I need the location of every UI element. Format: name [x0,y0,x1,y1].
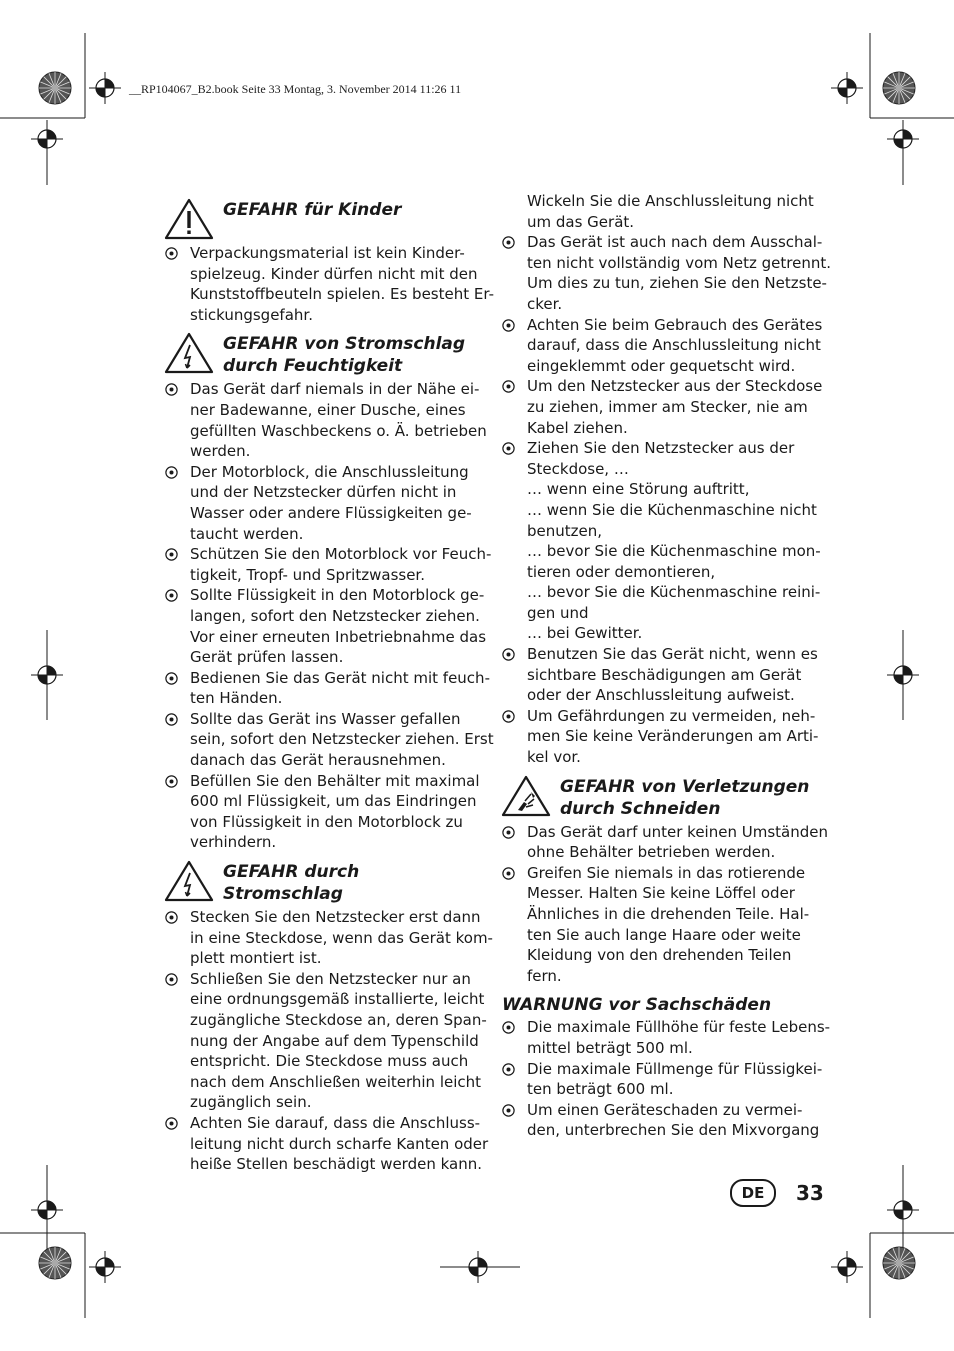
list-item [500,438,822,479]
language-badge: DE [730,1179,776,1207]
left-column [163,191,494,1175]
text-line: Ziehen Sie den Netzstecker aus der [527,439,795,458]
bullet-icon [502,319,515,332]
section-title [223,859,359,905]
text-line: men Sie keine Veränderungen am Arti- [527,727,819,746]
text-line: … bei Gewitter. [527,624,643,643]
text-line: sichtbare Beschädigungen am Gerät [527,665,802,684]
page-footer [730,1179,824,1207]
list-item [163,668,490,709]
text-line: Benutzen Sie das Gerät nicht, wenn es [527,645,818,664]
text-line: Wickeln Sie die Anschlussleitung nicht [527,192,814,210]
sub-list-item [500,582,822,623]
warning-heading [163,197,485,241]
section-title [560,774,809,820]
text-line: durch Schneiden [560,798,721,819]
text-line: … bevor Sie die Küchenmaschine mon- [527,542,821,561]
text-line: Achten Sie beim Gebrauch des Gerätes [527,315,823,334]
text-line: danach das Gerät herausnehmen. [190,751,446,770]
text-line: GEFAHR durch [223,862,360,883]
list-item [163,709,494,771]
text-line: zugänglich sein. [190,1093,312,1112]
bullet-icon [502,867,515,880]
text-line: ten nicht vollständig vom Netz getrennt. [527,253,831,272]
list-item [500,1017,831,1058]
text-line: nach dem Anschließen weiterhin leicht [190,1072,482,1091]
text-line: Kunststoffbeuteln spielen. Es besteht Er- [190,285,494,304]
text-line: Um einen Geräteschaden zu vermei- [527,1100,803,1119]
text-line: Kleidung von den drehenden Teilen [527,946,792,965]
text-line: Das Gerät darf niemals in der Nähe ei- [190,380,480,399]
text-line: von Flüssigkeit in den Motorblock zu [190,812,463,831]
text-line: um das Gerät. [527,212,635,231]
bullet-icon [165,548,178,561]
text-line: und der Netzstecker dürfen nicht in [190,483,457,502]
bullet-icon [165,383,178,396]
sub-list-item [500,500,822,541]
text-line: darauf, dass die Anschlussleitung nicht [527,336,821,355]
text-line: sein, sofort den Netzstecker ziehen. Erst [190,730,494,749]
text-line: leitung nicht durch scharfe Kanten oder [190,1134,489,1153]
text-line: Befüllen Sie den Behälter mit maximal [190,771,480,790]
text-line: durch Feuchtigkeit [223,356,403,377]
list-item [500,1100,822,1141]
continued-text [500,191,822,232]
list-item [163,243,494,325]
text-line: langen, sofort den Netzstecker ziehen. [190,606,480,625]
text-line: GEFAHR von Verletzungen [560,776,810,797]
warning-heading [163,331,485,377]
text-line: Messer. Halten Sie keine Löffel oder [527,884,795,903]
list-item [163,462,485,544]
list-item [500,822,828,863]
list-item [500,706,822,768]
cut-hazard-warning-icon [500,774,552,818]
text-line: Sollte Flüssigkeit in den Motorblock ge- [190,586,485,605]
text-line: Kabel ziehen. [527,418,628,437]
section-title [223,197,401,221]
list-item [500,1059,822,1100]
bullet-icon [165,589,178,602]
text-line: kel vor. [527,748,581,767]
text-line: spielzeug. Kinder dürfen nicht mit den [190,264,478,283]
bullet-icon [165,775,178,788]
text-line: ten Sie auch lange Haare oder weite [527,925,801,944]
bullet-icon [502,442,515,455]
text-line: den, unterbrechen Sie den Mixvorgang [527,1121,820,1140]
text-line: Wasser oder andere Flüssigkeiten ge- [190,503,472,522]
bullet-icon [165,1117,178,1130]
text-line: tigkeit, Tropf- und Spritzwasser. [190,565,425,584]
text-line: plett montiert ist. [190,949,322,968]
bullet-icon [502,236,515,249]
electric-shock-warning-icon [163,859,215,903]
bullet-icon [502,1063,515,1076]
text-line: Schließen Sie den Netzstecker nur an [190,969,471,988]
print-header: __RP104067_B2.book Seite 33 Montag, 3. November 2014 11:26 11 [129,82,462,96]
bullet-icon [502,648,515,661]
list-item [500,315,822,377]
text-line: … wenn Sie die Küchenmaschine nicht [527,500,817,519]
warning-heading [500,774,822,820]
text-line: zugängliche Steckdose an, deren Span- [190,1011,487,1029]
list-item [500,644,822,706]
bullet-icon [165,973,178,986]
text-line: entspricht. Die Steckdose muss auch [190,1052,469,1071]
bullet-icon [502,826,515,839]
list-item [163,544,492,585]
text-line: Ähnliches in die drehenden Teile. Hal- [527,905,810,923]
electric-shock-warning-icon [163,331,215,375]
bullet-icon [165,713,178,726]
text-line: gefüllten Waschbeckens o. Ä. betrieben [190,421,487,440]
bullet-icon [502,380,515,393]
list-item [163,585,485,667]
text-line: Bedienen Sie das Gerät nicht mit feuch- [190,668,490,687]
text-line: Die maximale Füllhöhe für feste Lebens- [527,1018,831,1037]
text-line: Um dies zu tun, ziehen Sie den Netzste- [527,274,827,293]
text-line: werden. [190,442,251,461]
sub-list-item [500,541,822,582]
text-line: Der Motorblock, die Anschlussleitung [190,462,469,481]
text-line: Gerät prüfen lassen. [190,648,344,667]
text-line: … wenn eine Störung auftritt, [527,480,750,499]
section-title [223,331,465,377]
text-line: Stromschlag [223,884,343,905]
text-line: … bevor Sie die Küchenmaschine reini- [527,583,821,602]
page-number: 33 [796,1181,824,1205]
text-line: ner Badewanne, einer Dusche, eines [190,400,466,419]
bullet-icon [165,911,178,924]
right-column [500,191,831,1141]
text-line: Achten Sie darauf, dass die Anschluss- [190,1113,481,1132]
text-line: fern. [527,966,562,985]
text-line: ohne Behälter betrieben werden. [527,843,776,862]
list-item [500,376,822,438]
text-line: Um Gefährdungen zu vermeiden, neh- [527,706,816,725]
bullet-icon [165,672,178,685]
text-line: taucht werden. [190,524,304,543]
text-line: gen und [527,603,589,622]
text-line: Steckdose, … [527,459,629,478]
list-item [163,379,485,461]
bullet-icon [165,466,178,479]
warning-heading [163,859,485,905]
list-item [500,863,822,987]
text-line: ten beträgt 600 ml. [527,1080,674,1099]
text-line: Die maximale Füllmenge für Flüssigkei- [527,1059,823,1078]
list-item [500,232,831,314]
text-line: Greifen Sie niemals in das rotierende [527,863,806,882]
bullet-icon [165,247,178,260]
text-line: nung der Angabe auf dem Typenschild [190,1031,479,1050]
text-line: Vor einer erneuten Inbetriebnahme das [190,627,487,646]
list-item [163,907,493,969]
text-line: Schützen Sie den Motorblock vor Feuch- [190,545,492,564]
text-line: stickungsgefahr. [190,305,313,324]
text-line: Das Gerät ist auch nach dem Ausschal- [527,233,823,252]
text-line: GEFAHR für Kinder [223,200,402,220]
text-line: oder der Anschlussleitung aufweist. [527,686,795,705]
text-line: benutzen, [527,521,603,540]
text-line: GEFAHR von Stromschlag [223,334,466,355]
text-line: eine ordnungsgemäß installierte, leicht [190,990,485,1009]
warning-triangle-icon [163,197,215,241]
text-line: ten Händen. [190,689,283,708]
list-item [163,1113,489,1175]
sub-list-item [500,479,822,500]
text-line: Das Gerät darf unter keinen Umständen [527,822,828,841]
text-line: Stecken Sie den Netzstecker erst dann [190,908,481,927]
section-title: WARNUNG vor Sachschäden [502,995,772,1016]
text-line: Um den Netzstecker aus der Steckdose [527,377,823,396]
text-line: mittel beträgt 500 ml. [527,1038,693,1057]
text-line: cker. [527,294,563,313]
text-line: eingeklemmt oder gequetscht wird. [527,356,796,375]
bullet-icon [502,1021,515,1034]
text-line: tieren oder demontieren, [527,562,716,581]
text-line: Verpackungsmaterial ist kein Kinder- [190,244,465,262]
text-line: Sollte das Gerät ins Wasser gefallen [190,709,461,728]
text-line: zu ziehen, immer am Stecker, nie am [527,397,808,416]
list-item [163,969,485,1113]
sub-list-item [500,623,822,644]
text-line: 600 ml Flüssigkeit, um das Eindringen [190,792,477,811]
list-item [163,771,485,853]
bullet-icon [502,1104,515,1117]
text-line: verhindern. [190,833,277,852]
bullet-icon [502,710,515,723]
text-line: in eine Steckdose, wenn das Gerät kom- [190,928,493,947]
text-line: heiße Stellen beschädigt werden kann. [190,1155,483,1174]
